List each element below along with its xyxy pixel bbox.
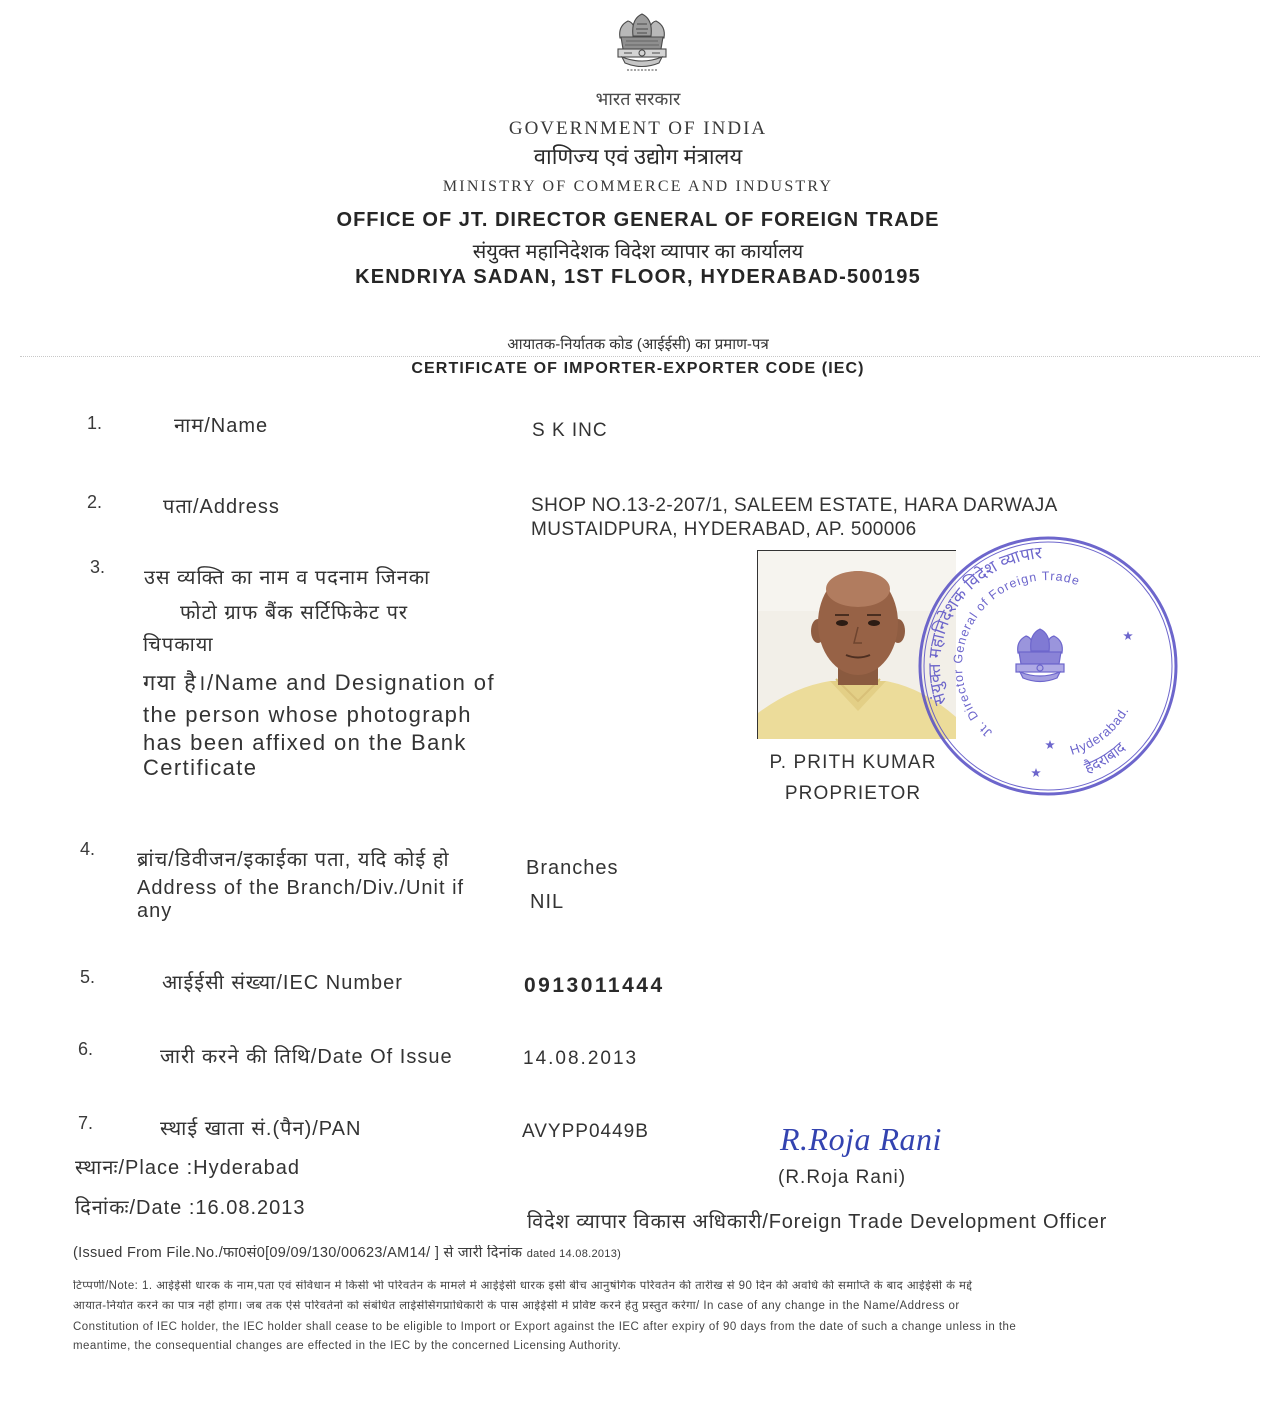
proprietor-designation: PROPRIETOR (784, 783, 922, 804)
seal-hindi-city: हैदराबाद (1082, 739, 1129, 777)
field-number: 2. (87, 492, 103, 512)
note-line: Constitution of IEC holder, the IEC holder shall cease to be eligible to Import or Export against the IEC after expiry of 90 days from the date of such a change unless in the (73, 1321, 1017, 1333)
name-value: S K INC (532, 420, 608, 441)
address-value-line: MUSTAIDPURA, HYDERABAD, AP. 500006 (531, 519, 917, 540)
note-line: आयात-निर्यात करने का पात्र नहीं होगा। जब तक ऐसे परिवर्तनों को संबंधित लाईसेंसिंगप्राधिकारी के पास आईईसी में प्रविष्ट करने हेतु प्रस्तुत करेगा/ In case of any change in the Name/Address or (73, 1300, 960, 1312)
address-value-line: SHOP NO.13-2-207/1, SALEEM ESTATE, HARA DARWAJA (531, 495, 1058, 516)
stamp-emblem-icon (1016, 629, 1064, 682)
hindi-government-heading: भारत सरकार (595, 89, 681, 109)
government-heading: GOVERNMENT OF INDIA (508, 118, 768, 139)
date: दिनांकः/Date :16.08.2013 (75, 1197, 306, 1219)
signatory-name: (R.Roja Rani) (778, 1167, 907, 1188)
field-number: 7. (78, 1113, 94, 1133)
issued-dated: dated 14.08.2013) (526, 1248, 622, 1260)
ministry-heading: MINISTRY OF COMMERCE AND INDUSTRY (442, 178, 834, 195)
proprietor-name: P. PRITH KUMAR (769, 752, 937, 773)
hindi-ministry-heading: वाणिज्य एवं उद्योग मंत्रालय (533, 144, 743, 169)
person-label-line: उस व्यक्ति का नाम व पदनाम जिनका (144, 567, 431, 589)
office-heading: OFFICE OF JT. DIRECTOR GENERAL OF FOREIGN TRADE (336, 209, 940, 231)
name-label: नाम/Name (174, 415, 269, 437)
person-label-line: गया है।/Name and Designation of (143, 670, 495, 695)
person-label-line: the person whose photograph (143, 702, 472, 727)
branch-label-line: ब्रांच/डिवीजन/इकाईका पता, यदि कोई हो (137, 849, 450, 871)
divider (20, 356, 1260, 357)
branch-value-line: NIL (530, 891, 565, 913)
seal-hindi-ring: संयुक्त महानिदेशक विदेश व्यापार (924, 543, 1043, 708)
field-number: 6. (78, 1039, 94, 1059)
certificate-title: CERTIFICATE OF IMPORTER-EXPORTER CODE (IEC) (411, 360, 865, 377)
branch-value-line: Branches (526, 857, 619, 879)
branch-label-line: Address of the Branch/Div./Unit if (137, 877, 465, 899)
handwritten-signature: R.Roja Rani (780, 1121, 942, 1157)
hindi-certificate-title: आयातक-निर्यातक कोड (आईईसी) का प्रमाण-पत्र (507, 336, 769, 353)
proprietor-photo (757, 550, 956, 739)
note-line: टिप्पणी/Note: 1. आईईसी धारक के नाम,पता एवं संविधान में किसी भी परिवर्तन के मामले में आईईसी धारक इसी बीच आनुषंगिक परिवर्तन की तारीख से 90 दिन की अवधि की समाप्ति के बाद आईईसी के मद्दे (73, 1280, 973, 1292)
hindi-office-heading: संयुक्त महानिदेशक विदेश व्यापार का कार्यालय (472, 241, 804, 263)
person-label-line: Certificate (143, 755, 258, 780)
address-label: पता/Address (163, 496, 280, 518)
iec-number-value: 0913011444 (524, 974, 665, 997)
issued-from-line (73, 1245, 833, 1262)
seal-star-icon (1031, 631, 1133, 777)
note-line: meantime, the consequential changes are effected in the IEC by the concerned Licensing Authority. (73, 1340, 622, 1352)
pan-label: स्थाई खाता सं.(पैन)/PAN (160, 1118, 362, 1140)
field-number: 1. (87, 413, 103, 433)
branch-label-line: any (137, 900, 173, 922)
office-address: KENDRIYA SADAN, 1ST FLOOR, HYDERABAD-500195 (355, 266, 921, 288)
place: स्थानः/Place :Hyderabad (75, 1157, 301, 1179)
person-label-line: चिपकाया (143, 634, 214, 656)
national-emblem-icon (612, 8, 672, 78)
pan-value: AVYPP0449B (522, 1121, 649, 1142)
person-label-line: फोटो ग्राफ बैंक सर्टिफिकेट पर (180, 602, 409, 624)
iec-number-label: आईईसी संख्या/IEC Number (162, 972, 403, 994)
seal-city: Hyderabad. (1068, 703, 1132, 758)
date-of-issue-value: 14.08.2013 (523, 1048, 639, 1069)
person-label-line: has been affixed on the Bank (143, 730, 467, 755)
date-of-issue-label: जारी करने की तिथि/Date Of Issue (160, 1046, 453, 1068)
field-number: 4. (80, 839, 96, 859)
seal-english-ring: Jt. Director General of Foreign Trade (950, 569, 1082, 741)
signatory-designation: विदेश व्यापार विकास अधिकारी/Foreign Trade Development Officer (527, 1211, 1108, 1233)
field-number: 5. (80, 967, 96, 987)
issued-from-text: (Issued From File.No./फा0सं0[09/09/130/00623/AM14/ ] से जारी दिनांक (73, 1245, 523, 1261)
field-number: 3. (90, 557, 106, 577)
